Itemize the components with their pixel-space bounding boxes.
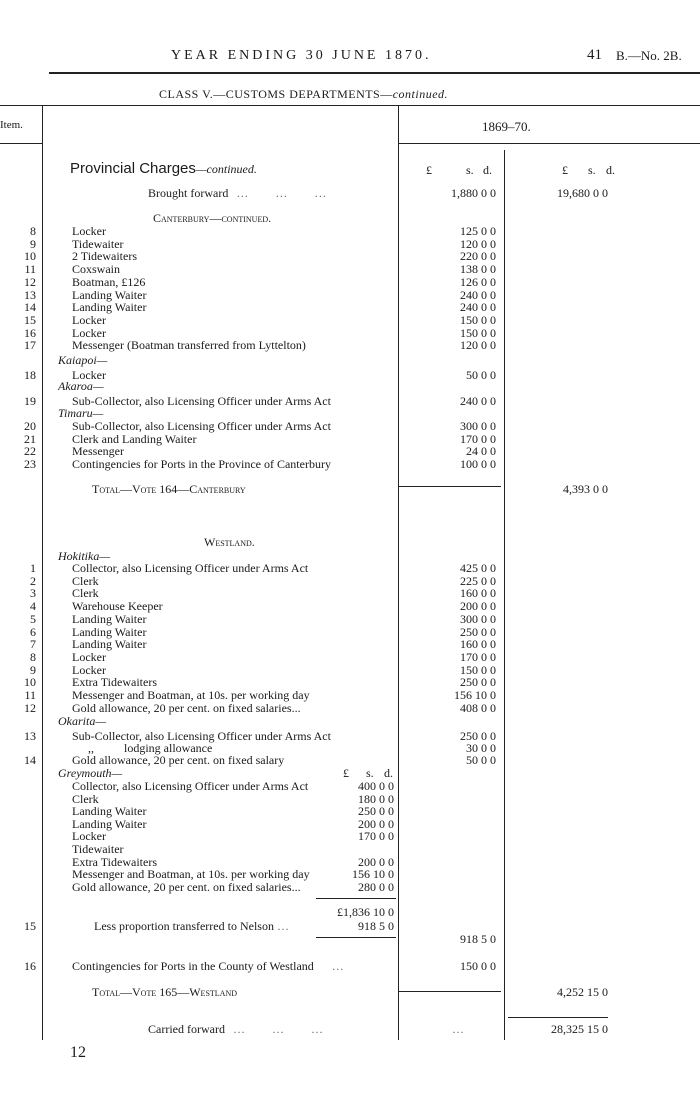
carried-forward-rule — [508, 1017, 608, 1018]
item-number: 9 — [30, 236, 36, 251]
item-number: 12 — [24, 700, 36, 715]
row-description: Clerk — [72, 791, 99, 806]
row-description: Messenger — [72, 444, 124, 459]
kaiapoi-heading: Kaiapoi— — [58, 353, 108, 367]
row-amount: 918 5 0 — [460, 932, 496, 946]
row-amount: 425 0 0 — [460, 561, 496, 575]
akaroa-heading: Akaroa— — [58, 379, 104, 393]
row-description: Contingencies for Ports in the County of Westland … — [72, 959, 346, 973]
row-description: Landing Waiter — [72, 287, 147, 302]
canterbury-total-label: Total—Vote 164—Canterbury — [92, 482, 246, 496]
row-amount: 30 0 0 — [466, 741, 496, 755]
shilling-header-2: s. — [588, 163, 596, 177]
item-number: 11 — [24, 688, 36, 702]
greymouth-heading: Greymouth— — [58, 766, 123, 780]
row-description: Collector, also Licensing Officer under Arms Act — [72, 561, 309, 575]
row-description: Landing Waiter — [72, 300, 147, 315]
greymouth-pound-header: £ — [343, 766, 349, 780]
row-amount: 50 0 0 — [466, 368, 496, 382]
row-description: Boatman, £126 — [72, 274, 146, 289]
row-description: Extra Tidewaiters — [72, 675, 157, 690]
row-amount: 170 0 0 — [460, 649, 496, 664]
greymouth-shilling-header: s. — [366, 766, 374, 780]
section-title: Provincial Charges—continued. — [70, 160, 257, 177]
row-description: Landing Waiter — [72, 611, 147, 626]
brought-forward-amount: 1,880 0 0 — [451, 186, 496, 200]
row-description: Locker — [72, 312, 106, 327]
row-amount: 408 0 0 — [460, 700, 496, 715]
page-number: 41 — [587, 47, 602, 63]
document-number: B.—No. 2B. — [616, 48, 682, 63]
row-description: Messenger and Boatman, at 10s. per working day — [72, 688, 310, 702]
westland-heading: Westland. — [204, 535, 255, 549]
page-header-title: YEAR ENDING 30 JUNE 1870. — [171, 48, 432, 63]
row-description: Locker — [72, 662, 106, 677]
row-description: Locker — [72, 829, 106, 844]
row-amount: 120 0 0 — [460, 236, 496, 251]
row-amount: 240 0 0 — [460, 287, 496, 302]
row-amount: 126 0 0 — [460, 274, 496, 289]
item-number: 13 — [24, 729, 36, 743]
row-amount: 280 0 0 — [358, 879, 394, 894]
westland-total-label: Total—Vote 165—Westland — [92, 985, 238, 999]
item-number: 13 — [24, 287, 36, 302]
brought-forward-label: Brought forward … … … — [148, 186, 329, 200]
timaru-heading: Timaru— — [58, 406, 104, 420]
item-number: 19 — [24, 394, 36, 408]
okarita-heading: Okarita— — [58, 714, 106, 728]
hokitika-heading: Hokitika— — [58, 549, 110, 563]
row-amount: 150 0 0 — [460, 662, 496, 677]
item-number: 12 — [24, 274, 36, 289]
item-number: 18 — [24, 368, 36, 382]
item-column-header: Item. — [0, 119, 23, 131]
row-description: Landing Waiter — [72, 816, 147, 831]
item-number: 2 — [30, 573, 36, 588]
row-amount: 156 10 0 — [454, 688, 496, 702]
row-amount: 150 0 0 — [460, 312, 496, 327]
row-description: Messenger (Boatman transferred from Lyttelton) — [72, 338, 306, 353]
item-number: 15 — [24, 312, 36, 327]
item-number: 8 — [30, 649, 36, 664]
footer-page-number: 12 — [70, 1044, 86, 1061]
item-number: 20 — [24, 419, 36, 433]
row-amount: 200 0 0 — [358, 854, 394, 869]
row-description: Contingencies for Ports in the Province of Canterbury — [72, 456, 331, 471]
row-amount: 250 0 0 — [460, 675, 496, 690]
row-amount: 300 0 0 — [460, 419, 496, 433]
row-amount: 150 0 0 — [460, 959, 496, 973]
row-inner-amount: 918 5 0 — [358, 919, 394, 933]
row-amount: 170 0 0 — [460, 431, 496, 446]
row-amount: 156 10 0 — [352, 867, 394, 882]
row-amount: 24 0 0 — [466, 444, 496, 459]
pence-header-2: d. — [606, 163, 615, 177]
row-amount: 100 0 0 — [460, 456, 496, 471]
row-amount: 220 0 0 — [460, 249, 496, 264]
subtotal-rule — [399, 991, 501, 992]
row-description: Clerk and Landing Waiter — [72, 431, 197, 446]
pound-header-2: £ — [562, 163, 568, 177]
row-description: Sub-Collector, also Licensing Officer under Arms Act — [72, 394, 331, 408]
shilling-header: s. — [466, 163, 474, 177]
row-description: Landing Waiter — [72, 624, 147, 639]
row-description: Sub-Collector, also Licensing Officer under Arms Act — [72, 729, 331, 743]
year-header-rule — [399, 143, 700, 144]
item-number: 5 — [30, 611, 36, 626]
item-column-rule — [42, 105, 43, 1040]
pence-header: d. — [483, 163, 492, 177]
row-amount: 138 0 0 — [460, 262, 496, 277]
item-header-rule — [0, 143, 42, 144]
greymouth-sum: £1,836 10 0 — [337, 905, 394, 919]
canterbury-total-amount: 4,393 0 0 — [563, 482, 608, 496]
item-number: 10 — [24, 675, 36, 690]
row-amount: 240 0 0 — [460, 394, 496, 408]
row-description: Clerk — [72, 573, 99, 588]
item-number: 10 — [24, 249, 36, 264]
row-amount: 120 0 0 — [460, 338, 496, 353]
row-amount: 250 0 0 — [460, 729, 496, 743]
class-subheader: CLASS V.—CUSTOMS DEPARTMENTS—continued. — [159, 87, 449, 101]
row-description: Locker — [72, 224, 106, 238]
carried-forward-total: 28,325 15 0 — [551, 1022, 608, 1036]
westland-total-amount: 4,252 15 0 — [557, 985, 608, 999]
row-description: Landing Waiter — [72, 637, 147, 652]
row-rule — [316, 937, 396, 938]
leader-dots: … — [452, 1022, 466, 1036]
row-description: Less proportion transferred to Nelson … — [94, 919, 291, 933]
item-number: 11 — [24, 262, 36, 277]
brought-forward-total: 19,680 0 0 — [557, 186, 608, 200]
item-number: 17 — [24, 338, 36, 353]
row-amount: 50 0 0 — [466, 753, 496, 767]
item-number: 8 — [30, 224, 36, 238]
canterbury-heading: Canterbury—continued. — [153, 211, 272, 225]
row-amount: 250 0 0 — [460, 624, 496, 639]
row-description: Locker — [72, 368, 106, 382]
item-number: 14 — [24, 300, 36, 315]
carried-forward-label: Carried forward … … … — [148, 1022, 325, 1036]
total-column-rule — [504, 150, 505, 1040]
row-description: Gold allowance, 20 per cent. on fixed salary — [72, 753, 285, 767]
item-number: 3 — [30, 586, 36, 601]
row-description: 2 Tidewaiters — [72, 249, 138, 264]
row-amount: 200 0 0 — [358, 816, 394, 831]
pound-header: £ — [426, 163, 432, 177]
item-number: 16 — [24, 325, 36, 340]
row-description: Coxswain — [72, 262, 120, 277]
row-amount: 225 0 0 — [460, 573, 496, 588]
row-description: Tidewaiter — [72, 236, 124, 251]
row-description: Collector, also Licensing Officer under Arms Act — [72, 779, 309, 793]
row-description: Clerk — [72, 586, 99, 601]
item-number: 14 — [24, 753, 36, 767]
row-description: Sub-Collector, also Licensing Officer under Arms Act — [72, 419, 331, 433]
row-description: ,, lodging allowance — [88, 741, 213, 755]
row-description: Tidewaiter — [72, 842, 124, 856]
row-description: Warehouse Keeper — [72, 599, 163, 614]
item-number: 1 — [30, 561, 36, 575]
row-amount: 240 0 0 — [460, 300, 496, 315]
row-amount: 300 0 0 — [460, 611, 496, 626]
item-number: 21 — [24, 431, 36, 446]
item-number: 6 — [30, 624, 36, 639]
row-amount: 160 0 0 — [460, 586, 496, 601]
item-number: 4 — [30, 599, 36, 614]
row-description: Gold allowance, 20 per cent. on fixed salaries... — [72, 879, 301, 894]
row-description: Landing Waiter — [72, 804, 147, 819]
row-description: Extra Tidewaiters — [72, 854, 157, 869]
row-description: Locker — [72, 649, 106, 664]
row-amount: 250 0 0 — [358, 804, 394, 819]
row-amount: 200 0 0 — [460, 599, 496, 614]
greymouth-pence-header: d. — [384, 766, 393, 780]
row-description: Locker — [72, 325, 106, 340]
row-description: Gold allowance, 20 per cent. on fixed salaries... — [72, 700, 301, 715]
item-number: 16 — [24, 959, 36, 973]
row-description: Messenger and Boatman, at 10s. per working day — [72, 867, 310, 882]
amount-column-rule — [398, 105, 399, 1040]
row-amount: 170 0 0 — [358, 829, 394, 844]
row-amount: 180 0 0 — [358, 791, 394, 806]
row-amount: 125 0 0 — [460, 224, 496, 238]
row-amount: 160 0 0 — [460, 637, 496, 652]
subtotal-rule — [399, 486, 501, 487]
item-number: 22 — [24, 444, 36, 459]
table-top-rule — [0, 105, 700, 106]
row-amount: 400 0 0 — [358, 779, 394, 793]
row-amount: 150 0 0 — [460, 325, 496, 340]
year-column-header: 1869–70. — [482, 119, 531, 134]
item-number: 7 — [30, 637, 36, 652]
greymouth-sum-rule — [316, 898, 396, 899]
item-number: 15 — [24, 919, 36, 933]
item-number: 23 — [24, 456, 36, 471]
item-number: 9 — [30, 662, 36, 677]
header-rule — [49, 72, 700, 74]
